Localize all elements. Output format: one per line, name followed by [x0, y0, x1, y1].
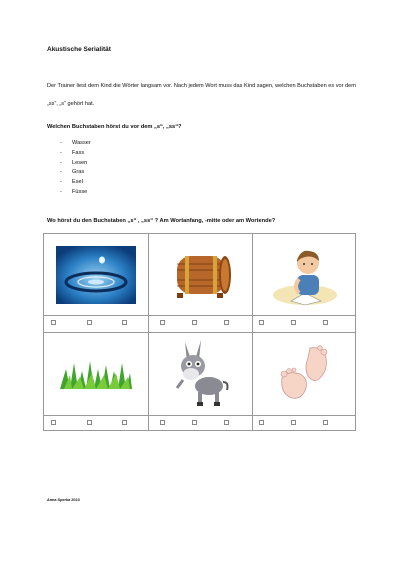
list-item [60, 159, 91, 169]
checkbox-wortmitte[interactable] [87, 420, 92, 425]
list-word: Wasser [72, 140, 91, 146]
list-word: Gras [72, 169, 85, 176]
checkbox-wortanfang[interactable] [160, 320, 165, 325]
water-drop-image [56, 246, 136, 304]
list-word: Fass [72, 149, 85, 156]
checkbox-wortmitte[interactable] [192, 320, 197, 325]
grid-divider [44, 415, 355, 416]
checkbox-wortende[interactable] [323, 320, 328, 325]
footer-author: Anna Sperka 2023 [47, 498, 80, 502]
list-item [60, 149, 91, 159]
feet-image [274, 344, 336, 404]
checkbox-wortende[interactable] [122, 420, 127, 425]
checkbox-wortmitte[interactable] [192, 420, 197, 425]
checkbox-wortanfang[interactable] [51, 420, 56, 425]
checkbox-wortanfang[interactable] [259, 420, 264, 425]
checkbox-wortmitte[interactable] [87, 320, 92, 325]
reading-boy-image [269, 243, 341, 307]
checkbox-wortmitte[interactable] [291, 420, 296, 425]
checkbox-wortanfang[interactable] [51, 320, 56, 325]
list-dash: - [60, 159, 62, 166]
picture-grid [43, 233, 356, 431]
grass-image [58, 357, 134, 391]
checkbox-wortende[interactable] [323, 420, 328, 425]
list-item [60, 168, 91, 178]
list-item [60, 139, 91, 149]
picture-cell [253, 234, 356, 315]
question-1: Welchen Buchstaben hörst du vor dem „s“, „ss“? [47, 124, 182, 130]
checkbox-wortende[interactable] [122, 320, 127, 325]
list-dash: - [60, 149, 62, 156]
picture-cell [44, 234, 148, 315]
word-list [60, 139, 91, 198]
list-dash: - [60, 140, 62, 146]
checkbox-wortende[interactable] [224, 320, 229, 325]
list-dash: - [60, 188, 62, 195]
picture-cell [253, 333, 356, 415]
picture-cell [149, 333, 252, 415]
checkbox-wortanfang[interactable] [259, 320, 264, 325]
checkbox-row [44, 419, 356, 427]
list-item [60, 178, 91, 188]
list-item [60, 188, 91, 198]
question-2: Wo hörst du den Buchstaben „s“ , „ss“ ? Am Wortanfang, -mitte oder am Wortende? [47, 218, 276, 224]
checkbox-wortende[interactable] [224, 420, 229, 425]
checkbox-wortanfang[interactable] [160, 420, 165, 425]
list-word: Lesen [72, 159, 88, 166]
list-word: Esel [72, 179, 83, 186]
checkbox-row [44, 319, 356, 327]
page-title: Akustische Serialität [47, 46, 111, 53]
donkey-image [171, 338, 231, 410]
list-dash: - [60, 179, 62, 186]
list-word: Füsse [72, 188, 88, 195]
instruction-text: Der Trainer liest dem Kind die Wörter langsam vor. Nach jedem Wort muss das Kind sagen, welchen Buchstaben es vor dem „ss“, „s“ gehört hat. [47, 83, 356, 107]
picture-cell [149, 234, 252, 315]
list-dash: - [60, 169, 62, 176]
picture-cell [44, 333, 148, 415]
grid-divider [44, 315, 355, 316]
checkbox-wortmitte[interactable] [291, 320, 296, 325]
barrel-image [168, 249, 234, 301]
